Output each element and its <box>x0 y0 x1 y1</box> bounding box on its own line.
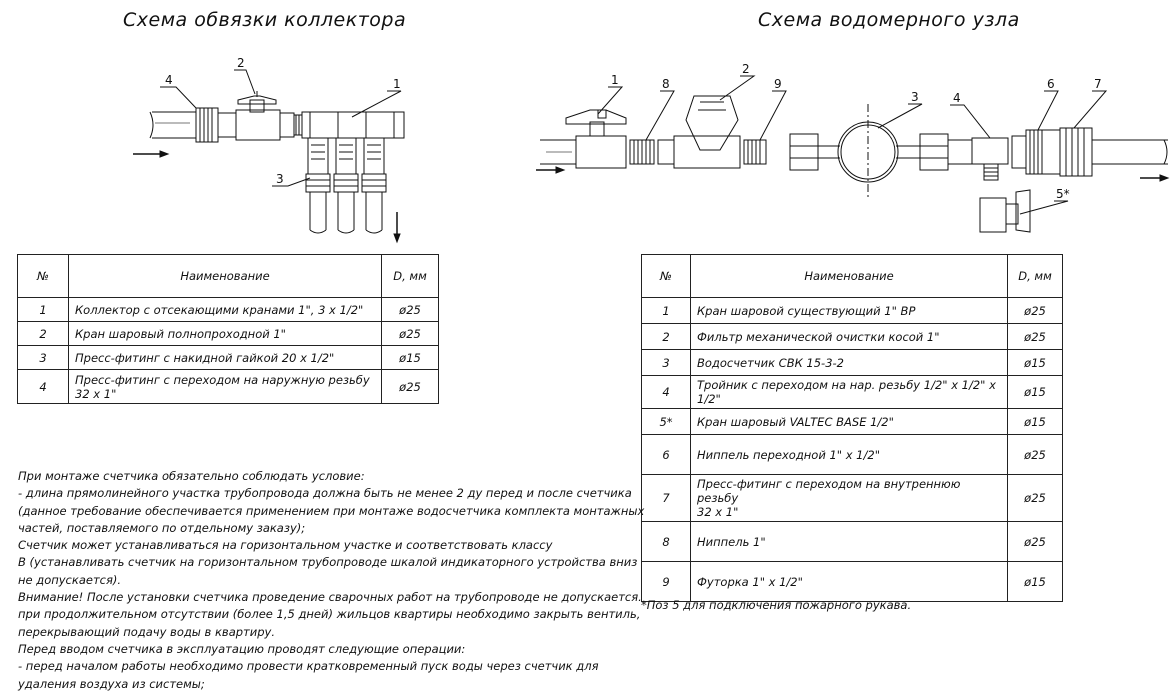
row-number: 8 <box>642 522 691 562</box>
row-name: Водосчетчик СВК 15-3-2 <box>691 350 1008 376</box>
row-diameter: ø25 <box>382 370 439 404</box>
table-row <box>18 322 439 346</box>
table-row <box>642 409 1063 435</box>
row-name-line2: 32 x 1" <box>75 386 117 401</box>
callout-r3: 3 <box>911 90 919 104</box>
callout-r7: 7 <box>1094 77 1102 91</box>
table-header-row <box>642 255 1063 298</box>
callout-r1: 1 <box>611 73 619 87</box>
row-name: Пресс-фитинг с накидной гайкой 20 x 1/2" <box>69 346 382 370</box>
note-line: удаления воздуха из системы; <box>18 676 205 691</box>
row-diameter: ø25 <box>382 322 439 346</box>
row-number: 1 <box>18 298 69 322</box>
row-name-line1: Пресс-фитинг с переходом на наружную резьбу <box>75 372 370 387</box>
note-line: При монтаже счетчика обязательно соблюдать условие: <box>18 469 365 483</box>
row-number: 4 <box>18 370 69 404</box>
row-name <box>69 370 382 404</box>
note-line: перекрывающий подачу воды в квартиру. <box>18 624 275 639</box>
note-line: не допускается). <box>18 572 122 587</box>
note-line: частей, поставляемого по отдельному заказу); <box>18 520 306 535</box>
row-name: Кран шаровый полнопроходной 1" <box>69 322 382 346</box>
collector-diagram <box>133 70 404 242</box>
callout-r4: 4 <box>953 91 961 105</box>
row-diameter: ø25 <box>1008 435 1063 475</box>
row-number: 4 <box>642 376 691 409</box>
row-name: Кран шаровой существующий 1" ВР <box>691 298 1008 324</box>
table-row <box>642 435 1063 475</box>
row-name-line2: 32 x 1" <box>697 505 739 519</box>
schematics-drawing <box>0 0 1173 260</box>
table-row <box>642 562 1063 602</box>
footnote: *Поз 5 для подключения пожарного рукава. <box>641 598 912 612</box>
row-number: 2 <box>642 324 691 350</box>
row-diameter: ø15 <box>1008 350 1063 376</box>
row-number: 3 <box>18 346 69 370</box>
row-diameter: ø25 <box>382 298 439 322</box>
table-row <box>642 475 1063 522</box>
row-number: 2 <box>18 322 69 346</box>
callout-r5: 5* <box>1056 187 1070 201</box>
row-name <box>691 475 1008 522</box>
left-spec-table <box>17 254 439 404</box>
row-number: 7 <box>642 475 691 522</box>
table-row <box>18 370 439 404</box>
table-header-row <box>18 255 439 298</box>
table-row <box>642 324 1063 350</box>
callout-4: 4 <box>165 73 173 87</box>
note-line: - перед началом работы необходимо провести кратковременный пуск воды через счетчик для <box>18 659 599 674</box>
note-line: (данное требование обеспечивается применением при монтаже водосчетчика комплекта монтажных <box>18 503 645 518</box>
note-line: Перед вводом счетчика в эксплуатацию проводят следующие операции: <box>18 641 466 656</box>
table-row <box>642 350 1063 376</box>
table-row <box>18 346 439 370</box>
row-name-line1: Пресс-фитинг с переходом на внутреннюю резьбу <box>697 477 961 505</box>
note-line: при продолжительном отсутствии (более 1,5 дней) жильцов квартиры необходимо закрыть вентиль, <box>18 607 641 622</box>
header-number: № <box>18 255 69 298</box>
row-number: 5* <box>642 409 691 435</box>
table-row <box>642 376 1063 409</box>
row-name: Ниппель переходной 1" x 1/2" <box>691 435 1008 475</box>
note-line: В (устанавливать счетчик на горизонтальном трубопроводе шкалой индикаторного устройства вниз <box>18 555 638 570</box>
note-line: Счетчик может устанавливаться на горизонтальном участке и соответствовать классу <box>18 538 553 553</box>
callout-1: 1 <box>393 77 401 91</box>
table-row <box>642 522 1063 562</box>
water-meter-diagram <box>536 76 1168 232</box>
header-diameter: D, мм <box>1008 255 1063 298</box>
note-line: Внимание! После установки счетчика проведение сварочных работ на трубопроводе не допускается. <box>18 590 642 605</box>
row-diameter: ø15 <box>382 346 439 370</box>
row-number: 6 <box>642 435 691 475</box>
header-name: Наименование <box>69 255 382 298</box>
row-number: 3 <box>642 350 691 376</box>
callout-r8: 8 <box>662 77 670 91</box>
row-name: Коллектор с отсекающими кранами 1", 3 x 1/2" <box>69 298 382 322</box>
right-diagram-title: Схема водомерного узла <box>758 9 1020 31</box>
row-number: 1 <box>642 298 691 324</box>
row-name: Ниппель 1" <box>691 522 1008 562</box>
row-diameter: ø15 <box>1008 562 1063 602</box>
row-number: 9 <box>642 562 691 602</box>
left-diagram-title: Схема обвязки коллектора <box>123 9 407 31</box>
row-diameter: ø15 <box>1008 409 1063 435</box>
callout-r9: 9 <box>774 77 782 91</box>
callout-r2: 2 <box>742 62 750 76</box>
callout-3: 3 <box>276 172 284 186</box>
installation-notes <box>18 468 645 693</box>
row-name: Тройник с переходом на нар. резьбу 1/2" x 1/2" x 1/2" <box>691 376 1008 409</box>
row-diameter: ø25 <box>1008 324 1063 350</box>
header-diameter: D, мм <box>382 255 439 298</box>
header-number: № <box>642 255 691 298</box>
row-name: Фильтр механической очистки косой 1" <box>691 324 1008 350</box>
row-diameter: ø25 <box>1008 522 1063 562</box>
table-row <box>642 298 1063 324</box>
row-diameter: ø25 <box>1008 475 1063 522</box>
row-name: Футорка 1" x 1/2" <box>691 562 1008 602</box>
row-diameter: ø15 <box>1008 376 1063 409</box>
table-row <box>18 298 439 322</box>
header-name: Наименование <box>691 255 1008 298</box>
callout-r6: 6 <box>1047 77 1055 91</box>
row-name: Кран шаровый VALTEC BASE 1/2" <box>691 409 1008 435</box>
right-spec-table <box>641 254 1063 602</box>
note-line: - длина прямолинейного участка трубопровода должна быть не менее 2 ду перед и после счетчика <box>18 486 632 501</box>
callout-2: 2 <box>237 56 245 70</box>
row-diameter: ø25 <box>1008 298 1063 324</box>
